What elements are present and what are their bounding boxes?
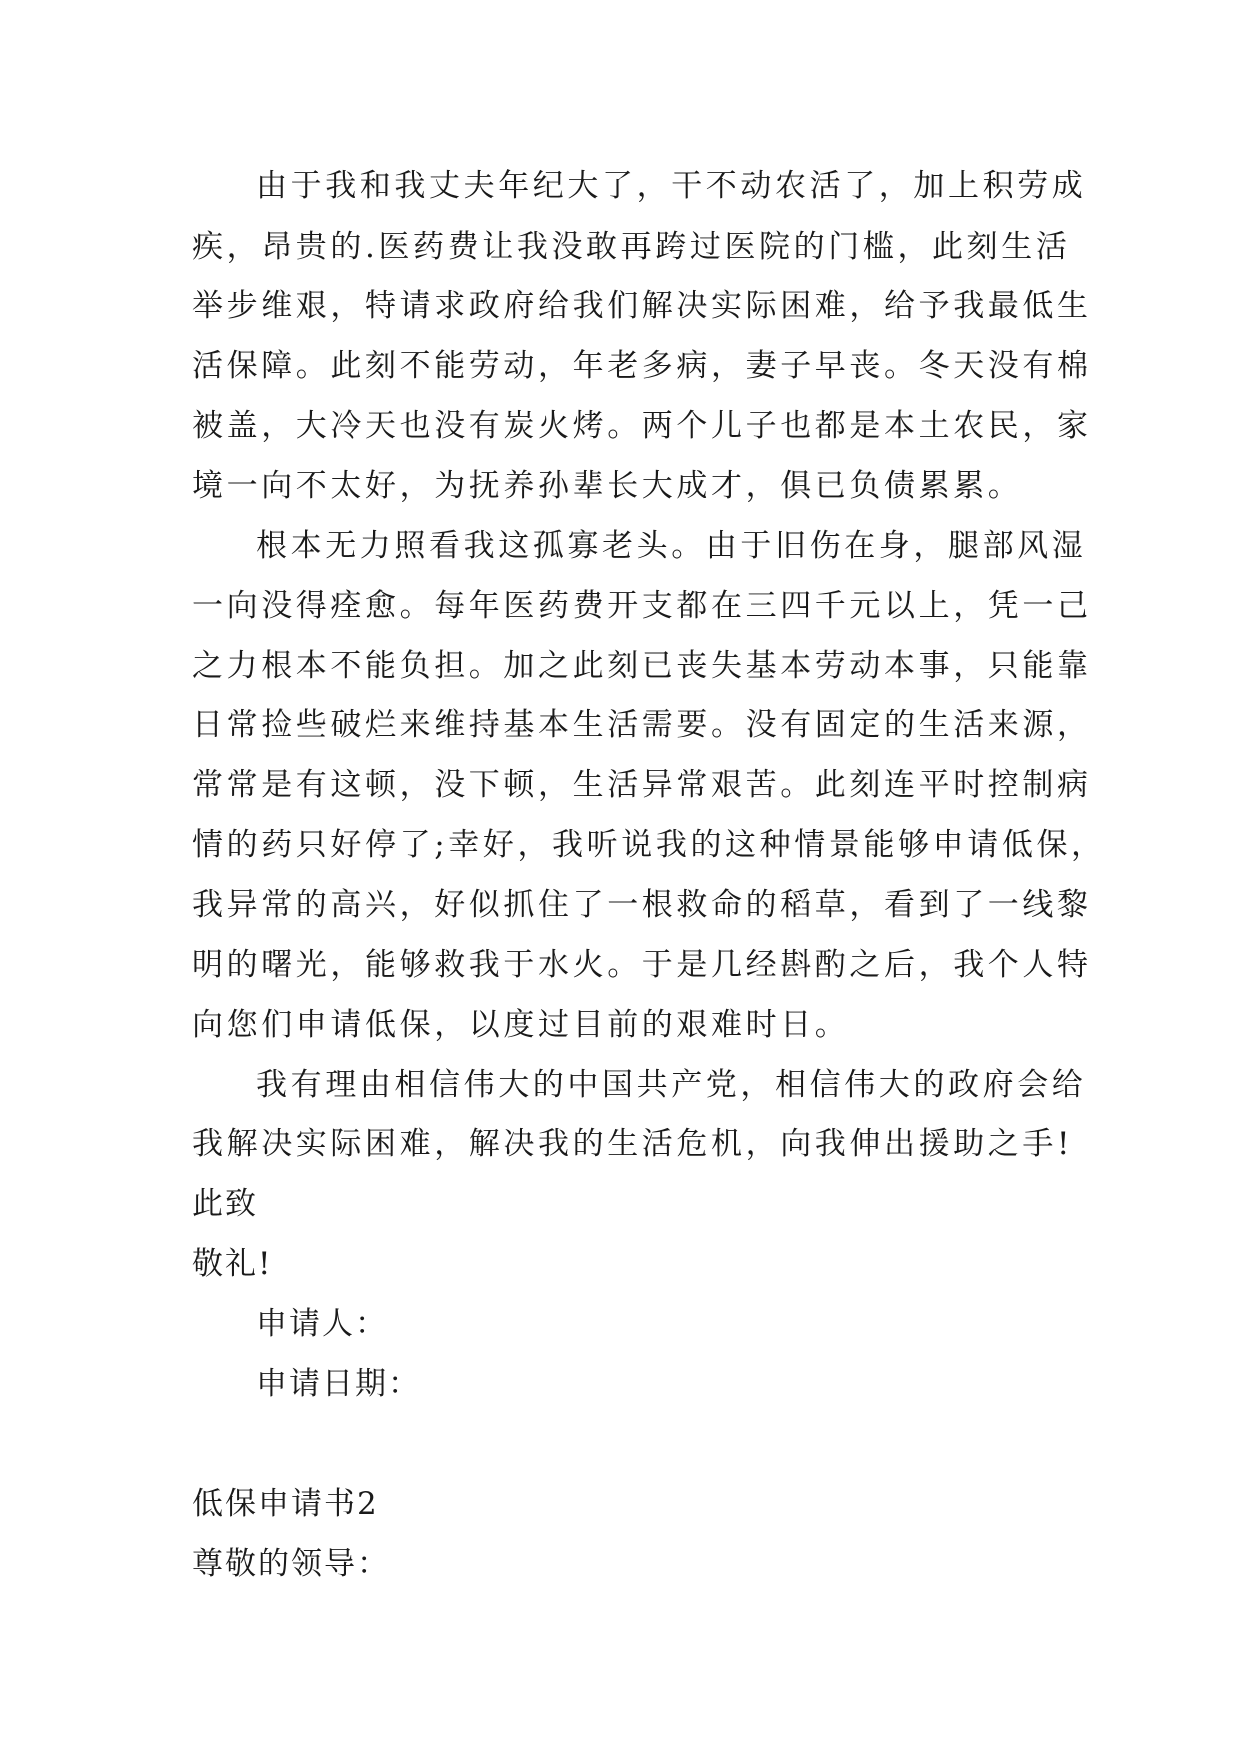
paragraph-1-line-3: 举步维艰，特请求政府给我们解决实际困难，给予我最低生 — [192, 288, 1092, 324]
paragraph-2-line-3: 之力根本不能负担。加之此刻已丧失基本劳动本事，只能靠 — [192, 648, 1092, 684]
paragraph-3-line-1: 我有理由相信伟大的中国共产党，相信伟大的政府会给 — [256, 1067, 1087, 1103]
paragraph-1-line-1: 由于我和我丈夫年纪大了，干不动农活了，加上积劳成 — [256, 168, 1087, 204]
paragraph-2-line-9: 向您们申请低保，以度过目前的艰难时日。 — [192, 1007, 850, 1043]
salutation: 尊敬的领导： — [192, 1546, 390, 1582]
closing-greeting: 此致 — [192, 1186, 258, 1222]
next-document-title: 低保申请书2 — [192, 1486, 379, 1522]
paragraph-1-line-2: 疾，昂贵的.医药费让我没敢再跨过医院的门槛，此刻生活 — [192, 229, 1071, 265]
paragraph-1-line-4: 活保障。此刻不能劳动，年老多病，妻子早丧。冬天没有棉 — [192, 348, 1092, 384]
paragraph-2-line-2: 一向没得痊愈。每年医药费开支都在三四千元以上，凭一己 — [192, 588, 1092, 624]
paragraph-2-line-4: 日常捡些破烂来维持基本生活需要。没有固定的生活来源， — [192, 707, 1092, 743]
applicant-label: 申请人： — [256, 1306, 388, 1342]
paragraph-1-line-5: 被盖，大冷天也没有炭火烤。两个儿子也都是本土农民，家 — [192, 408, 1092, 444]
paragraph-2-line-8: 明的曙光，能够救我于水火。于是几经斟酌之后，我个人特 — [192, 947, 1092, 983]
paragraph-3-line-2: 我解决实际困难，解决我的生活危机，向我伸出援助之手! — [192, 1126, 1074, 1162]
closing-salute: 敬礼! — [192, 1246, 273, 1282]
paragraph-1-line-6: 境一向不太好，为抚养孙辈长大成才，俱已负债累累。 — [192, 468, 1023, 504]
date-label: 申请日期： — [256, 1366, 421, 1402]
paragraph-2-line-6: 情的药只好停了;幸好，我听说我的这种情景能够申请低保， — [192, 827, 1106, 863]
paragraph-2-line-5: 常常是有这顿，没下顿，生活异常艰苦。此刻连平时控制病 — [192, 767, 1092, 803]
paragraph-2-line-1: 根本无力照看我这孤寡老头。由于旧伤在身，腿部风湿 — [256, 528, 1087, 564]
paragraph-2-line-7: 我异常的高兴，好似抓住了一根救命的稻草，看到了一线黎 — [192, 887, 1092, 923]
